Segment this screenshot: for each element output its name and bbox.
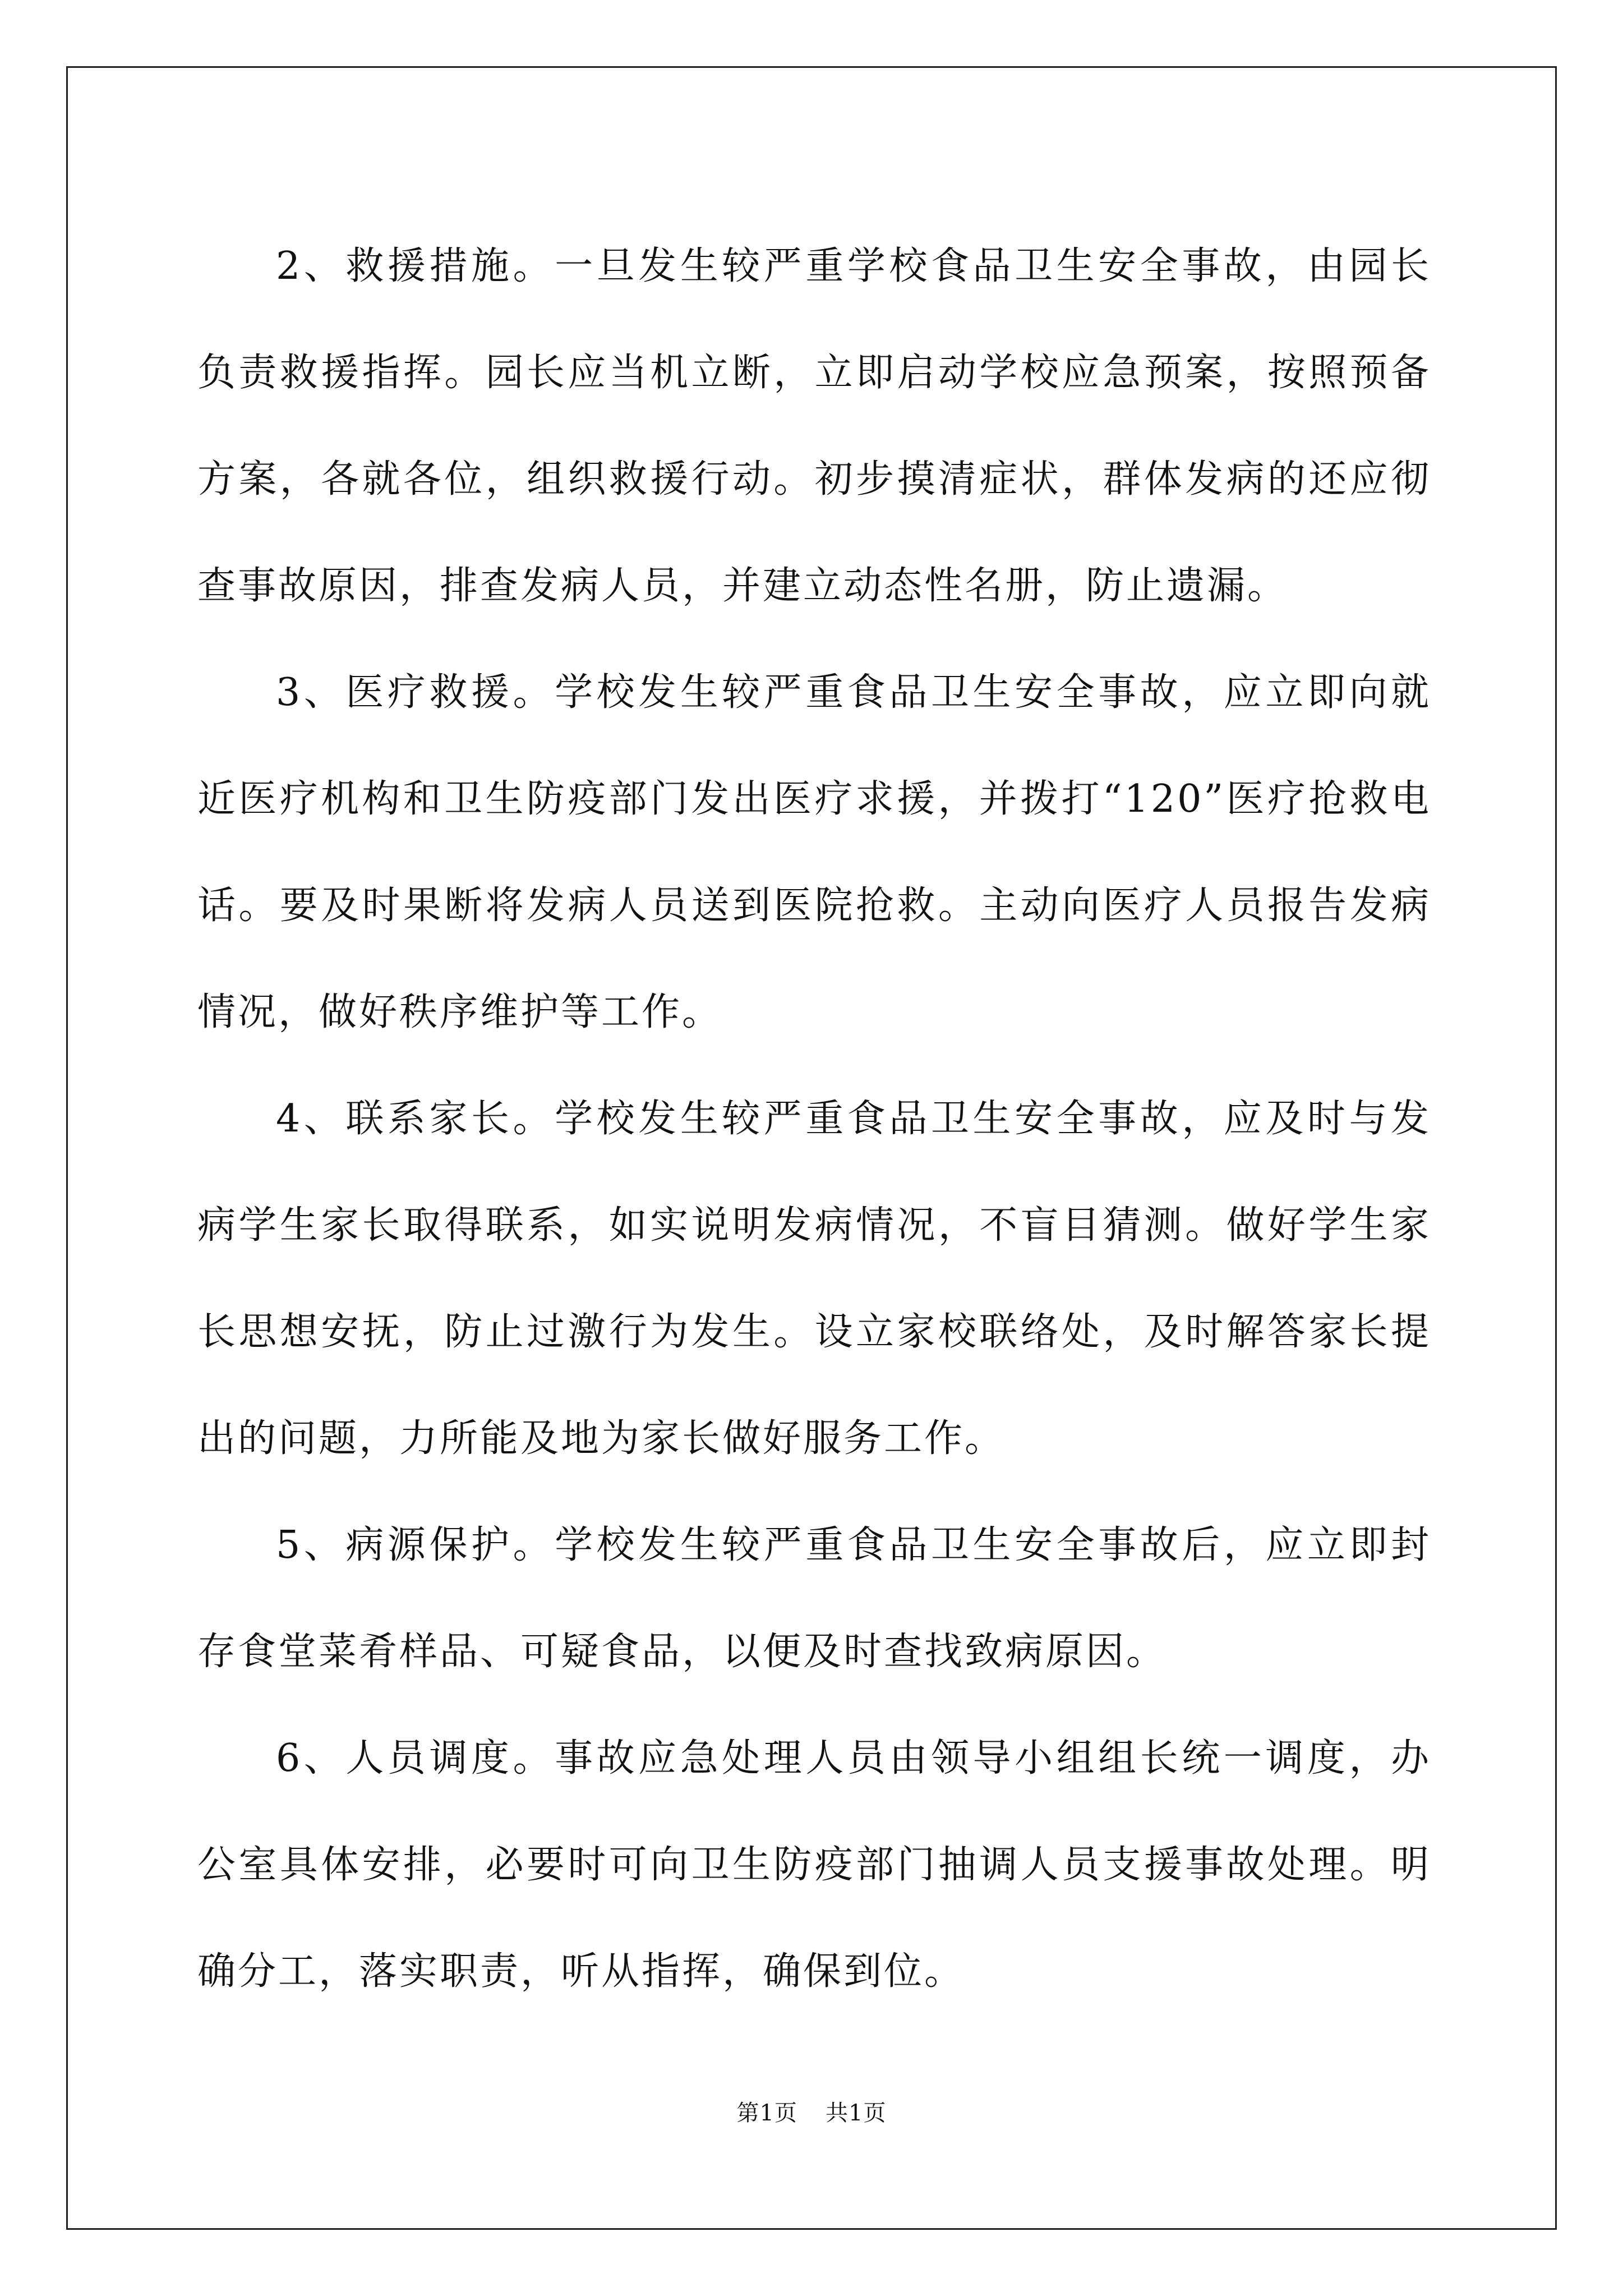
page-total: 共1页 [826, 2100, 887, 2126]
paragraph-contact-parents: 4、联系家长。学校发生较严重食品卫生安全事故，应及时与发病学生家长取得联系，如实说明发病情况，不盲目猜测。做好学生家长思想安抚，防止过激行为发生。设立家校联络处，及时解答家长提出的问题，力所能及地为家长做好服务工作。 [197, 1097, 1431, 1461]
page-number: 第1页 [736, 2100, 797, 2126]
paragraph-personnel-dispatch: 6、人员调度。事故应急处理人员由领导小组组长统一调度，办公室具体安排，必要时可向卫生防疫部门抽调人员支援事故处理。明确分工，落实职责，听从指挥，确保到位。 [197, 1736, 1431, 1994]
paragraph-rescue-measures: 2、救援措施。一旦发生较严重学校食品卫生安全事故，由园长负责救援指挥。园长应当机立断，立即启动学校应急预案，按照预备方案，各就各位，组织救援行动。初步摸清症状，群体发病的还应彻查事故原因，排查发病人员，并建立动态性名册，防止遗漏。 [197, 244, 1431, 608]
document-body [197, 213, 1431, 2025]
paragraph-medical-rescue: 3、医疗救援。学校发生较严重食品卫生安全事故，应立即向就近医疗机构和卫生防疫部门发出医疗求援，并拨打“120”医疗抢救电话。要及时果断将发病人员送到医院抢救。主动向医疗人员报告发病情况，做好秩序维护等工作。 [197, 670, 1431, 1034]
page-footer [0, 2095, 1623, 2127]
paragraph-source-protection: 5、病源保护。学校发生较严重食品卫生安全事故后，应立即封存食堂菜肴样品、可疑食品，以便及时查找致病原因。 [197, 1523, 1431, 1674]
